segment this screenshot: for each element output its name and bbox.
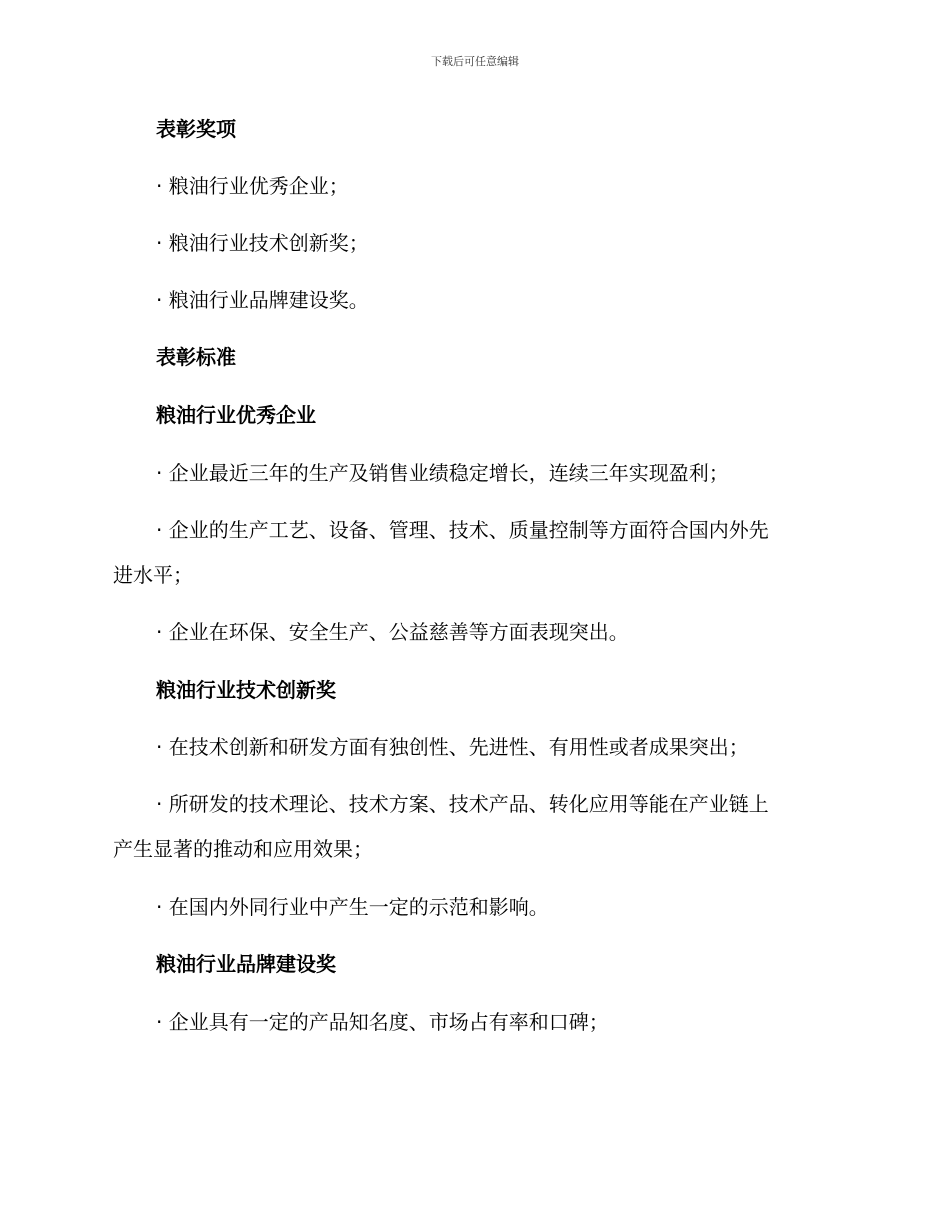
- brand-heading: 粮油行业品牌建设奖: [156, 952, 336, 976]
- excellent-item: · 企业最近三年的生产及销售业绩稳定增长，连续三年实现盈利；: [156, 461, 729, 485]
- award-item: · 粮油行业技术创新奖；: [156, 231, 369, 255]
- innovation-item: · 所研发的技术理论、技术方案、技术产品、转化应用等能在产业链上: [156, 792, 769, 816]
- excellent-item: · 企业在环保、安全生产、公益慈善等方面表现突出。: [156, 620, 629, 644]
- criteria-heading: 表彰标准: [156, 345, 236, 369]
- innovation-item-continuation: 产生显著的推动和应用效果；: [113, 837, 373, 861]
- innovation-heading: 粮油行业技术创新奖: [156, 678, 336, 702]
- page-header: 下载后可任意编辑: [431, 55, 519, 68]
- excellent-item-continuation: 进水平；: [113, 563, 193, 587]
- excellent-item: · 企业的生产工艺、设备、管理、技术、质量控制等方面符合国内外先: [156, 518, 769, 542]
- innovation-item: · 在技术创新和研发方面有独创性、先进性、有用性或者成果突出；: [156, 735, 749, 759]
- award-item: · 粮油行业品牌建设奖。: [156, 288, 369, 312]
- innovation-item: · 在国内外同行业中产生一定的示范和影响。: [156, 895, 549, 919]
- excellent-heading: 粮油行业优秀企业: [156, 403, 316, 427]
- award-item: · 粮油行业优秀企业；: [156, 174, 349, 198]
- brand-item: · 企业具有一定的产品知名度、市场占有率和口碑；: [156, 1010, 609, 1034]
- awards-heading: 表彰奖项: [156, 117, 236, 141]
